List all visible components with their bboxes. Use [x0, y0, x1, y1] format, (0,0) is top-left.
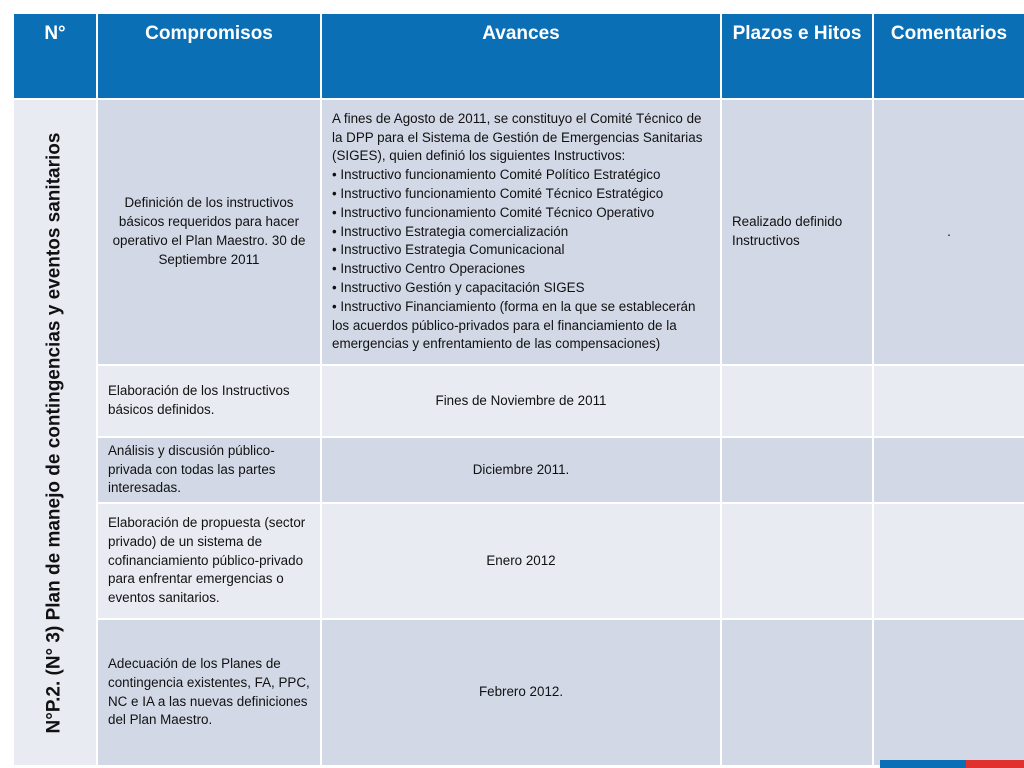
avance-cell: Diciembre 2011.: [321, 437, 721, 503]
avance-line: • Instructivo funcionamiento Comité Político Estratégico: [332, 167, 661, 183]
table-row: [13, 437, 1024, 503]
avance-line: • Instructivo Financiamiento (forma en la que se establecerán los acuerdos público-privados para el financiamiento de la emergencias y enfrentamiento de las compensaciones): [332, 298, 696, 352]
avance-line: • Instructivo Gestión y capacitación SIGES: [332, 279, 585, 295]
avance-line: • Instructivo Estrategia comercialización: [332, 223, 569, 239]
table-row: [13, 503, 1024, 619]
plazos-cell: [721, 503, 873, 619]
header-comentarios: Comentarios: [873, 13, 1024, 99]
brand-accent-bar: [880, 760, 1024, 768]
compromiso-cell: Análisis y discusión público-privada con todas las partes interesadas.: [97, 437, 321, 503]
commitments-table: [12, 12, 1024, 767]
commitments-table-wrapper: [12, 12, 1024, 754]
avance-cell: Enero 2012: [321, 503, 721, 619]
comentarios-cell: [873, 619, 1024, 766]
plazos-cell: [721, 619, 873, 766]
table-row: [13, 365, 1024, 437]
table-row: [13, 619, 1024, 766]
header-avances: Avances: [321, 13, 721, 99]
header-compromisos: Compromisos: [97, 13, 321, 99]
avance-line: • Instructivo Centro Operaciones: [332, 261, 525, 277]
plazos-cell: Realizado definido Instructivos: [721, 99, 873, 365]
comentarios-cell: [873, 503, 1024, 619]
compromiso-cell: Elaboración de propuesta (sector privado) de un sistema de cofinanciamiento público-privado para enfrentar emergencias o eventos sanitarios.: [97, 503, 321, 619]
avance-cell: [321, 99, 721, 365]
brand-bar-blue: [880, 760, 966, 768]
comentarios-cell: .: [873, 99, 1024, 365]
brand-bar-red: [966, 760, 1024, 768]
avance-cell: Febrero 2012.: [321, 619, 721, 766]
row-group-label: N°P.2. (N° 3) Plan de manejo de contingencias y eventos sanitarios: [43, 132, 65, 733]
header-num: N°: [13, 13, 97, 99]
comentarios-cell: [873, 437, 1024, 503]
avance-line: • Instructivo Estrategia Comunicacional: [332, 242, 565, 258]
row-group-cell: [13, 99, 97, 766]
plazos-cell: [721, 365, 873, 437]
avance-line: • Instructivo funcionamiento Comité Técnico Estratégico: [332, 186, 664, 201]
compromiso-cell: Elaboración de los Instructivos básicos definidos.: [97, 365, 321, 437]
table-row: [13, 99, 1024, 365]
compromiso-cell: Adecuación de los Planes de contingencia existentes, FA, PPC, NC e IA a las nuevas definiciones del Plan Maestro.: [97, 619, 321, 766]
compromiso-cell: Definición de los instructivos básicos requeridos para hacer operativo el Plan Maestro. 30 de Septiembre 2011: [97, 99, 321, 365]
avance-line: • Instructivo funcionamiento Comité Técnico Operativo: [332, 204, 655, 220]
plazos-cell: [721, 437, 873, 503]
header-row: [13, 13, 1024, 99]
comentarios-cell: [873, 365, 1024, 437]
avance-cell: Fines de Noviembre de 2011: [321, 365, 721, 437]
header-plazos: Plazos e Hitos: [721, 13, 873, 99]
avance-line: A fines de Agosto de 2011, se constituyo el Comité Técnico de la DPP para el Sistema de Gestión de Emergencias Sanitarias (SIGES), quien definió los siguientes Instructivos:: [332, 110, 703, 164]
